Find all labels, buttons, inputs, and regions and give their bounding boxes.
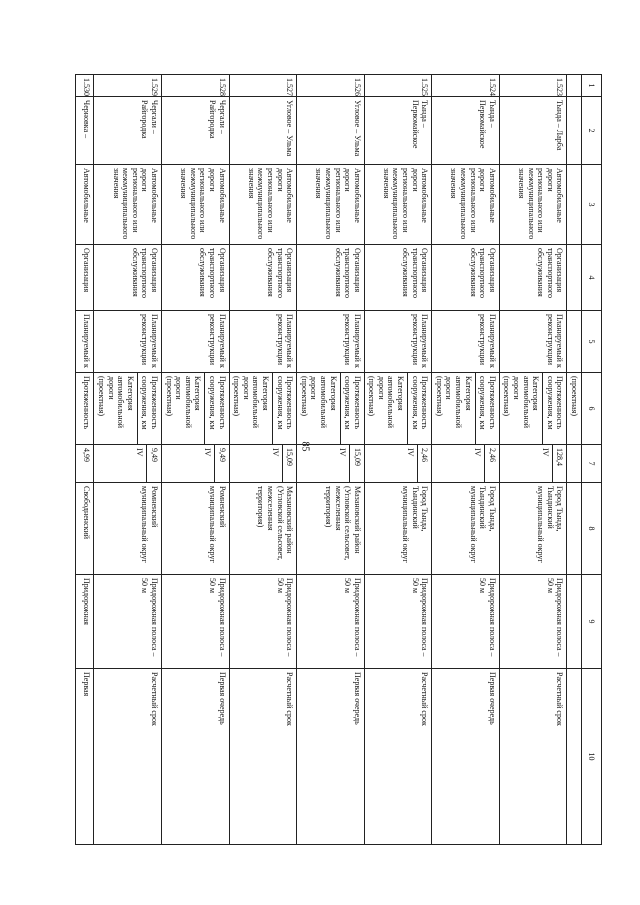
continuation-row bbox=[567, 75, 582, 845]
parameter-cell bbox=[229, 373, 297, 445]
zone-cell: Придорожная полоса – 50 м bbox=[94, 575, 162, 669]
value-cell-top: 128,4 bbox=[552, 445, 567, 482]
parameter-cell-top: Протяженность сооружения, км bbox=[204, 373, 228, 444]
header-cell: 8 bbox=[582, 483, 602, 575]
zone-cell: Придорожная полоса – 50 м bbox=[364, 575, 432, 669]
parameter-cell bbox=[76, 373, 94, 445]
object-name-cell: Угловое – Ульма bbox=[229, 97, 297, 165]
term-cell: Первая очередь bbox=[162, 669, 230, 845]
purpose-cell: Организация bbox=[76, 245, 94, 311]
value-cell-top: 9,49 bbox=[214, 445, 229, 482]
object-kind-cell: Автомобильные дороги регионального или межмуниципального значения bbox=[297, 165, 365, 245]
parameter-cell-top: Протяженность сооружения, км bbox=[475, 373, 499, 444]
parameter-cell-top: Протяженность сооружения, км bbox=[137, 373, 161, 444]
parameter-cell-bottom: Категория автомобильной дороги (проектная) bbox=[164, 376, 203, 428]
table-header-row bbox=[582, 75, 602, 845]
purpose-cell: Организация транспортного обслуживания bbox=[364, 245, 432, 311]
object-kind-cell: Автомобильные дороги регионального или межмуниципального значения bbox=[432, 165, 500, 245]
header-cell: 2 bbox=[582, 97, 602, 165]
status-cell: Планируемый к реконструкции bbox=[499, 311, 567, 373]
zone-cell: Придорожная bbox=[76, 575, 94, 669]
parameter-cell-bottom: Категория автомобильной дороги (проектная) bbox=[97, 376, 135, 428]
location-cell: Ромненский муниципальный округ bbox=[162, 483, 230, 575]
purpose-cell: Организация транспортного обслуживания bbox=[432, 245, 500, 311]
table-row bbox=[162, 75, 230, 845]
page-number: 85 bbox=[299, 441, 311, 452]
status-cell: Планируемый к реконструкции bbox=[162, 311, 230, 373]
value-cell-bottom: IV bbox=[540, 448, 550, 457]
table-row bbox=[499, 75, 567, 845]
term-cell: Расчетный срок bbox=[364, 669, 432, 845]
row-number-cell: 1.530 bbox=[76, 75, 94, 97]
table-row bbox=[432, 75, 500, 845]
table-row bbox=[229, 75, 297, 845]
term-cell: Расчетный срок bbox=[94, 669, 162, 845]
location-cell: Город Тында, Тындинский муниципальный округ bbox=[364, 483, 432, 575]
row-number-cell: 1.523 bbox=[499, 75, 567, 97]
location-cell: Мазановский район (Угловской сельсовет, межселенная территория) bbox=[297, 483, 365, 575]
status-cell: Планируемый к bbox=[76, 311, 94, 373]
value-cell-bottom: IV bbox=[203, 448, 212, 457]
status-cell: Планируемый к реконструкции bbox=[297, 311, 365, 373]
object-kind-cell: Автомобильные дороги регионального или межмуниципального значения bbox=[364, 165, 432, 245]
purpose-cell: Организация транспортного обслуживания bbox=[94, 245, 162, 311]
value-cell-top: 2,46 bbox=[484, 445, 499, 482]
object-name-cell: Чергали – Райгородка bbox=[94, 97, 162, 165]
zone-cell: Придорожная полоса – 50 м bbox=[432, 575, 500, 669]
purpose-cell: Организация транспортного обслуживания bbox=[162, 245, 230, 311]
infrastructure-table bbox=[75, 74, 602, 845]
zone-cell: Придорожная полоса – 50 м bbox=[297, 575, 365, 669]
term-cell: Расчетный срок bbox=[499, 669, 567, 845]
table-row bbox=[364, 75, 432, 845]
status-cell: Планируемый к реконструкции bbox=[94, 311, 162, 373]
value-cell-bottom: IV bbox=[473, 448, 483, 457]
row-number-cell: 1.527 bbox=[229, 75, 297, 97]
zone-cell: Придорожная полоса – 50 м bbox=[162, 575, 230, 669]
parameter-cell-top: Протяженность bbox=[82, 376, 92, 430]
value-cell bbox=[297, 445, 365, 483]
parameter-cell-bottom: Категория автомобильной дороги (проектная) bbox=[232, 376, 270, 428]
parameter-cell-top: Протяженность сооружения, км bbox=[272, 373, 296, 444]
zone-cell: Придорожная полоса – 50 м bbox=[229, 575, 297, 669]
value-cell bbox=[364, 445, 432, 483]
header-cell: 9 bbox=[582, 575, 602, 669]
document-table-frame bbox=[82, 74, 602, 844]
object-kind-cell: Автомобильные дороги регионального или межмуниципального значения bbox=[94, 165, 162, 245]
status-cell: Планируемый к реконструкции bbox=[432, 311, 500, 373]
table-row bbox=[94, 75, 162, 845]
status-cell: Планируемый к реконструкции bbox=[229, 311, 297, 373]
parameter-cell bbox=[364, 373, 432, 445]
term-cell: Первая очередь bbox=[297, 669, 365, 845]
object-kind-cell: Автомобильные bbox=[76, 165, 94, 245]
header-cell: 10 bbox=[582, 669, 602, 845]
header-cell: 7 bbox=[582, 445, 602, 483]
term-cell: Первая bbox=[76, 669, 94, 845]
parameter-cell bbox=[297, 373, 365, 445]
header-cell: 5 bbox=[582, 311, 602, 373]
value-cell bbox=[76, 445, 94, 483]
value-cell-bottom: IV bbox=[135, 448, 145, 457]
object-name-cell: Черновка – bbox=[76, 97, 94, 165]
value-cell bbox=[94, 445, 162, 483]
term-cell: Первая очередь bbox=[432, 669, 500, 845]
value-cell-bottom: IV bbox=[405, 448, 415, 457]
location-cell: Свободненский bbox=[76, 483, 94, 575]
parameter-cell-bottom: Категория автомобильной дороги (проектная) bbox=[502, 376, 541, 428]
header-cell: 4 bbox=[582, 245, 602, 311]
parameter-cell-top: Протяженность сооружения, км bbox=[542, 373, 566, 444]
parameter-cell bbox=[94, 373, 162, 445]
value-cell-top: 9,49 bbox=[146, 445, 161, 482]
value-cell bbox=[499, 445, 567, 483]
parameter-cell bbox=[162, 373, 230, 445]
header-cell: 3 bbox=[582, 165, 602, 245]
status-cell: Планируемый к реконструкции bbox=[364, 311, 432, 373]
row-number-cell: 1.525 bbox=[364, 75, 432, 97]
value-cell-bottom: IV bbox=[338, 448, 348, 457]
row-number-cell: 1.524 bbox=[432, 75, 500, 97]
object-kind-cell: Автомобильные дороги регионального или межмуниципального значения bbox=[229, 165, 297, 245]
value-cell bbox=[162, 445, 230, 483]
value-cell-top: 2,46 bbox=[417, 445, 432, 482]
location-cell: Город Тында, Тындинский муниципальный округ bbox=[432, 483, 500, 575]
purpose-cell: Организация транспортного обслуживания bbox=[499, 245, 567, 311]
parameter-cell-top: Протяженность сооружения, км bbox=[407, 373, 431, 444]
object-kind-cell: Автомобильные дороги регионального или межмуниципального значения bbox=[499, 165, 567, 245]
parameter-cell-bottom: Категория автомобильной дороги (проектная) bbox=[367, 376, 406, 428]
table-row bbox=[76, 75, 94, 845]
location-cell: Город Тында, Тындинский муниципальный округ bbox=[499, 483, 567, 575]
parameter-cell-bottom: Категория автомобильной дороги (проектная) bbox=[299, 376, 338, 428]
row-number-cell: 1.528 bbox=[162, 75, 230, 97]
location-cell: Ромненский муниципальный округ bbox=[94, 483, 162, 575]
location-cell: Мазановский район (Угловской сельсовет, межселенная территория) bbox=[229, 483, 297, 575]
continuation-text: (проектная) bbox=[567, 373, 582, 445]
object-name-cell: Чергали – Райгородка bbox=[162, 97, 230, 165]
parameter-cell-top: Протяженность сооружения, км bbox=[340, 373, 364, 444]
zone-cell: Придорожная полоса – 50 м bbox=[499, 575, 567, 669]
object-kind-cell: Автомобильные дороги регионального или межмуниципального значения bbox=[162, 165, 230, 245]
value-cell-top: 15,09 bbox=[349, 445, 364, 482]
purpose-cell: Организация транспортного обслуживания bbox=[229, 245, 297, 311]
object-name-cell: Тында – Ларба bbox=[499, 97, 567, 165]
object-name-cell: Угловое – Ульма bbox=[297, 97, 365, 165]
value-cell bbox=[432, 445, 500, 483]
parameter-cell bbox=[499, 373, 567, 445]
term-cell: Расчетный срок bbox=[229, 669, 297, 845]
value-cell-bottom: IV bbox=[270, 448, 280, 457]
row-number-cell: 1.529 bbox=[94, 75, 162, 97]
parameter-cell-bottom: Категория автомобильной дороги (проектная) bbox=[434, 376, 473, 428]
parameter-cell bbox=[432, 373, 500, 445]
object-name-cell: Тында – Первомайское bbox=[432, 97, 500, 165]
purpose-cell: Организация транспортного обслуживания bbox=[297, 245, 365, 311]
value-cell-top: 15,09 bbox=[282, 445, 297, 482]
object-name-cell: Тында – Первомайское bbox=[364, 97, 432, 165]
header-cell: 6 bbox=[582, 373, 602, 445]
row-number-cell: 1.526 bbox=[297, 75, 365, 97]
value-cell-top: 4,99 bbox=[82, 448, 92, 462]
value-cell bbox=[229, 445, 297, 483]
table-row bbox=[297, 75, 365, 845]
header-cell: 1 bbox=[582, 75, 602, 97]
